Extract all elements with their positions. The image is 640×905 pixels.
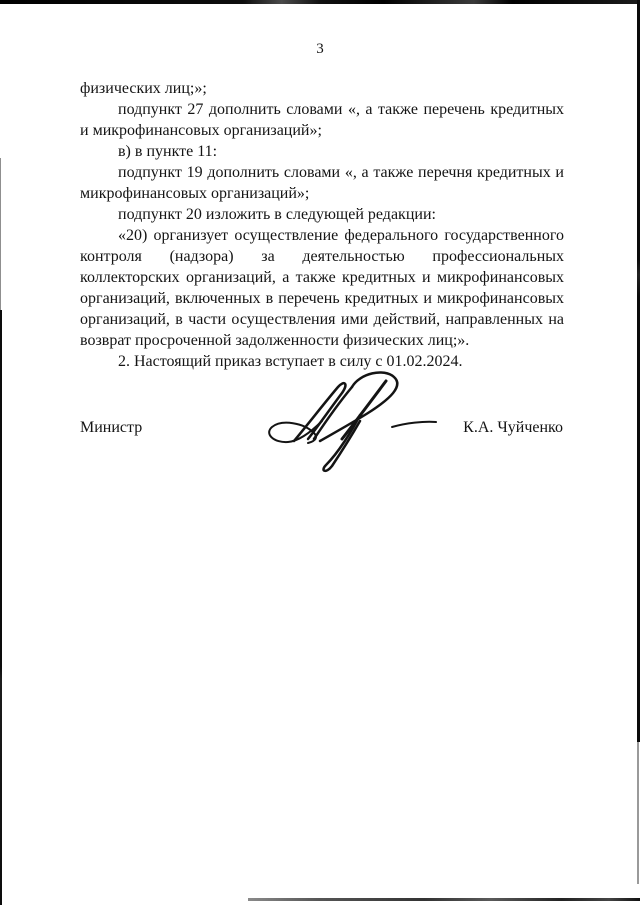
scan-artifact-left-edge [0,310,2,905]
paragraph: подпункт 20 изложить в следующей редакции: [118,206,436,223]
paragraph: «20) организует осуществление федерального государственного контроля (надзора) за деятельностью профессиональных коллекторских организаций, а также кредитных и микрофинансовых организаций, включенных в перечень кредитных и микрофинансовых организаций, в части осуществления ими действий, направленных на возврат просроченной задолженности физических лиц;». [80,227,564,349]
paragraph: физических лиц;»; [80,80,207,97]
signatory-name: К.А. Чуйченко [463,419,563,436]
scan-artifact-bottom-edge [248,898,640,901]
scan-artifact-left-edge-faint [0,158,1,310]
paragraph: подпункт 19 дополнить словами «, а также перечня кредитных и микрофинансовых организаций»; [80,164,564,202]
paragraph: 2. Настоящий приказ вступает в силу с 01.02.2024. [118,353,463,370]
paragraph: подпункт 27 дополнить словами «, а также перечень кредитных и микрофинансовых организаций»; [80,101,564,139]
handwritten-signature-icon [264,371,442,477]
scan-artifact-right-edge-faint [637,742,639,884]
scan-artifact-top-edge [0,0,640,4]
page-number: 3 [316,41,324,57]
signatory-title: Министр [80,419,143,436]
document-body [80,78,564,372]
paragraph: в) в пункте 11: [118,143,218,160]
